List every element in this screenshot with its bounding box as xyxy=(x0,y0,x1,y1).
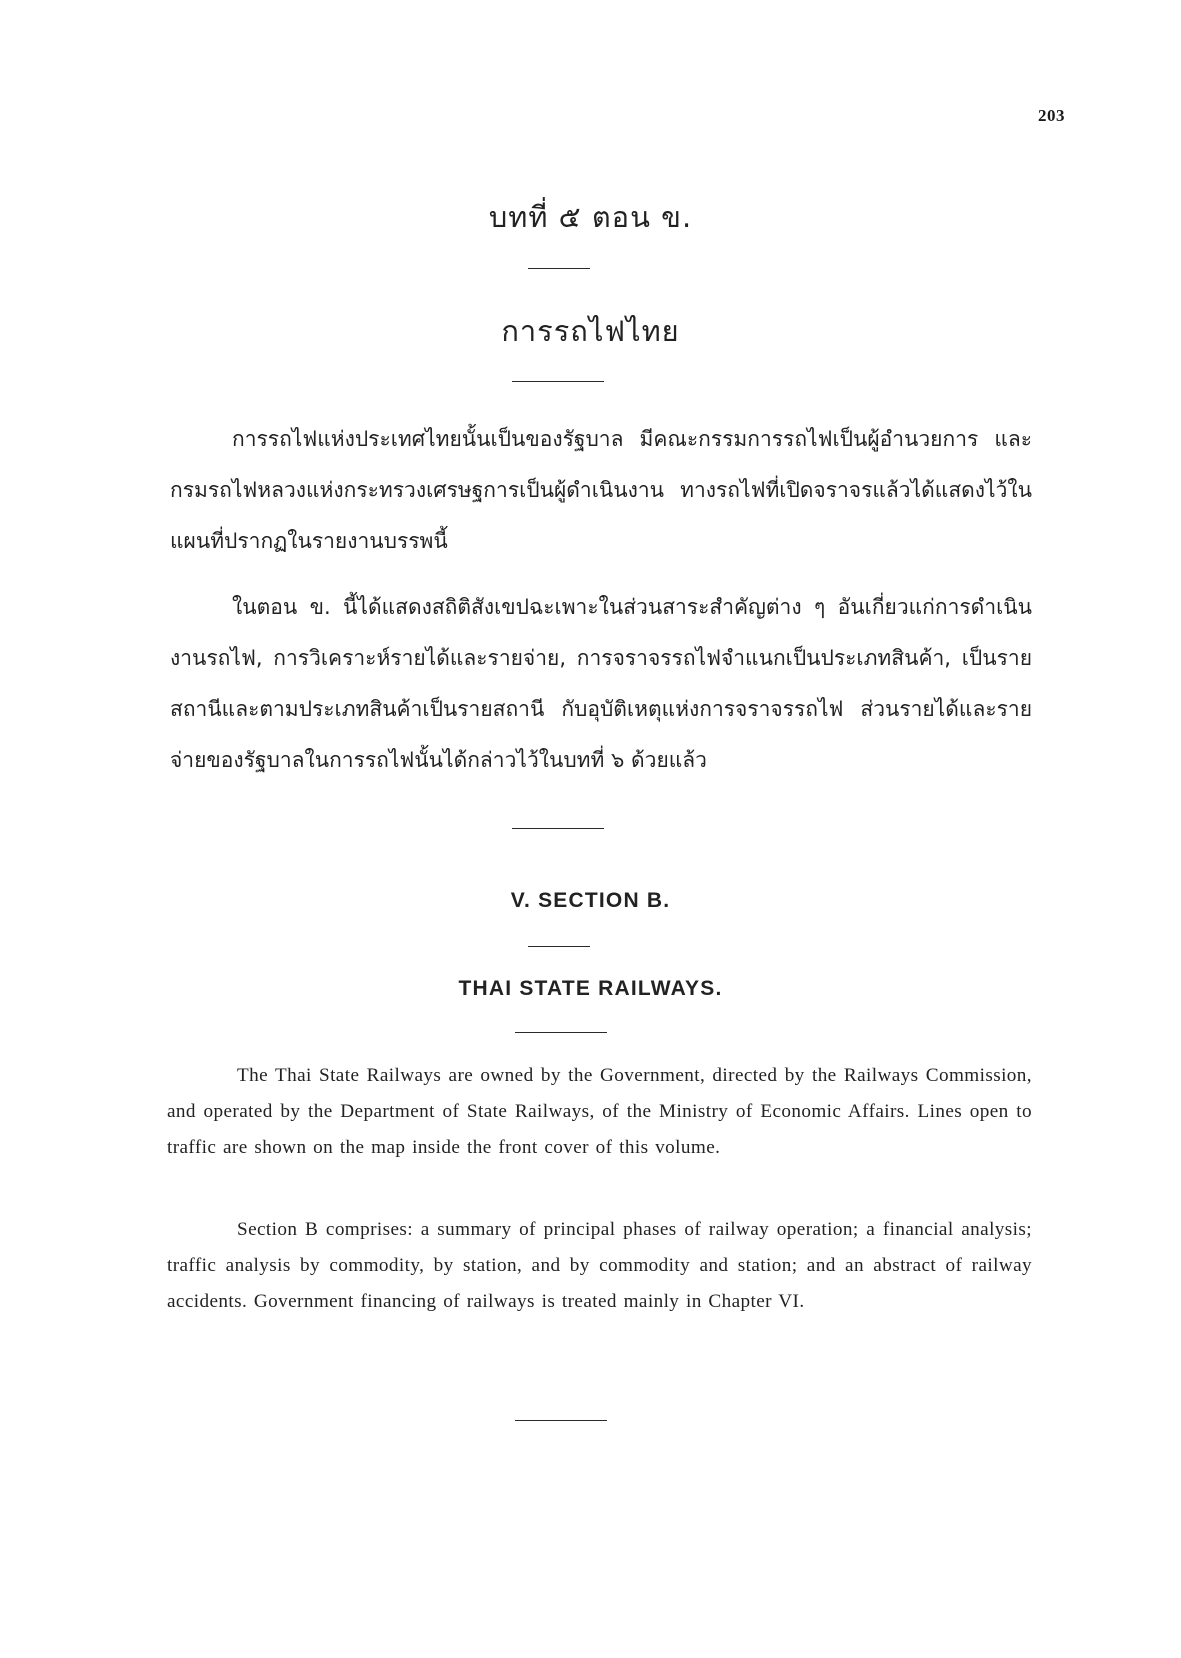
page-number: 203 xyxy=(1038,106,1065,125)
english-chapter-heading: V. SECTION B. xyxy=(510,889,671,912)
english-heading-rule xyxy=(528,946,590,947)
english-section-title: THAI STATE RAILWAYS. xyxy=(458,977,723,1000)
english-paragraph-2: Section B comprises: a summary of principal phases of railway operation; a financial analysis; traffic analysis by commodity, by station, and by commodity and station; and an abstract of railway accidents. Government financing of railways is treated mainly in Chapter VI. xyxy=(167,1219,1032,1312)
english-title-rule xyxy=(515,1032,607,1033)
thai-paragraph-1: การรถไฟแห่งประเทศไทยนั้นเป็นของรัฐบาล มีคณะกรรมการรถไฟเป็นผู้อำนวยการ และกรมรถไฟหลวงแห่งกระทรวงเศรษฐการเป็นผู้ดำเนินงาน ทางรถไฟที่เปิดจราจรแล้วได้แสดงไว้ในแผนที่ปรากฏในรายงานบรรพนี้ xyxy=(170,427,1032,553)
section-divider-rule xyxy=(512,828,604,829)
thai-heading-rule xyxy=(528,268,590,269)
thai-title-rule xyxy=(512,381,604,382)
thai-paragraph-2: ในตอน ข. นี้ได้แสดงสถิติสังเขปฉะเพาะในส่วนสาระสำคัญต่าง ๆ อันเกี่ยวแก่การดำเนินงานรถไฟ, การวิเคราะห์รายได้และรายจ่าย, การจราจรรถไฟจำแนกเป็นประเภทสินค้า, เป็นรายสถานีและตามประเภทสินค้าเป็นรายสถานี กับอุบัติเหตุแห่งการจราจรรถไฟ ส่วนรายได้และรายจ่ายของรัฐบาลในการรถไฟนั้นได้กล่าวไว้ในบทที่ ๖ ด้วยแล้ว xyxy=(170,595,1032,772)
end-rule xyxy=(515,1420,607,1421)
english-paragraph-1: The Thai State Railways are owned by the Government, directed by the Railways Commission, and operated by the Department of State Railways, of the Ministry of Economic Affairs. Lines open to traffic are shown on the map inside the front cover of this volume. xyxy=(167,1065,1032,1158)
thai-chapter-heading: บทที่ ๕ ตอน ข. xyxy=(488,200,693,234)
thai-section-title: การรถไฟไทย xyxy=(501,314,680,348)
